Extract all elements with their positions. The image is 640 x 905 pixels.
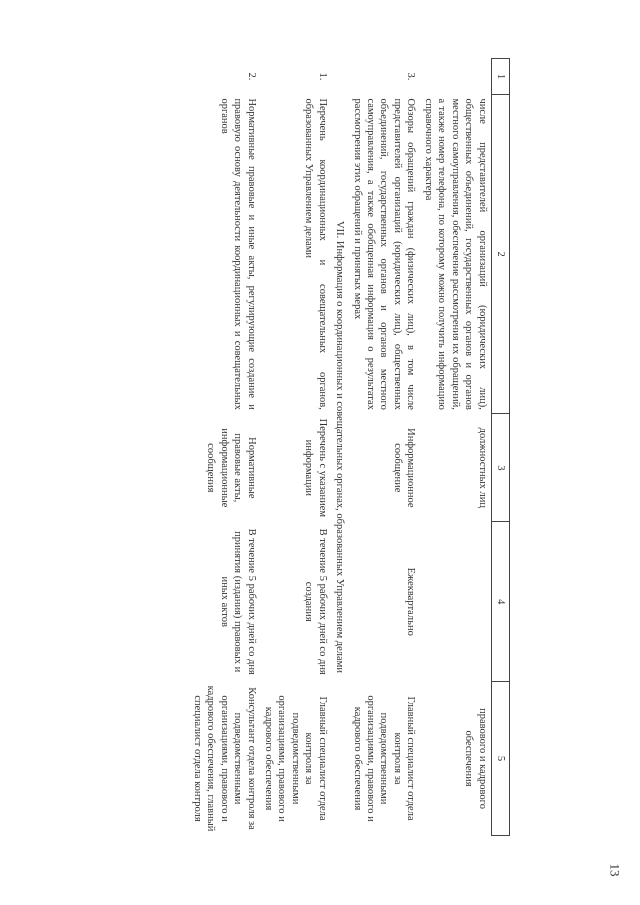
section-row <box>331 59 348 836</box>
row-responsible: Консультант отдела контроля за подведомственными организациями, правового и кадрового обеспечения, главный специалист отдела контроля <box>191 685 257 832</box>
table-row <box>188 59 259 836</box>
column-number-2: 2 <box>491 94 509 413</box>
row-responsible: Главный специалист отдела контроля за подведомственными организациями, правового и кадрового обеспечения <box>351 695 417 822</box>
column-number-3: 3 <box>491 414 509 522</box>
page-number: 13 <box>607 863 623 877</box>
row-responsible: Главный специалист отдела контроля за подведомственными организациями, правового и кадрового обеспечения <box>263 695 328 822</box>
row-form: Информационное сообщение <box>391 428 417 508</box>
row-number: 3. <box>405 72 417 81</box>
column-number-4: 4 <box>491 522 509 682</box>
row-text: Нормативные правовые и иные акты, регулирующие создание и правовую основу деятельности координационных и совещательных органов <box>218 98 257 410</box>
table-row <box>419 59 491 836</box>
row-form: Нормативные правовые акты, информационные сообщения <box>205 428 257 508</box>
row-form: Перечень с указанием информации <box>303 418 328 517</box>
row-period <box>419 522 491 682</box>
row-text: Перечень координационных и совещательных органов, образованных Управлением делами <box>303 98 328 410</box>
row-period: Ежеквартально <box>405 567 417 636</box>
row-number: 1. <box>316 72 328 81</box>
row-number: 2. <box>245 72 257 81</box>
column-numbers-row <box>491 59 509 836</box>
document-table <box>188 58 510 836</box>
section-title: VII. Информация о координационных и совещательных органах, образованных Управлением делами <box>334 221 346 673</box>
row-period: В течение 5 рабочих дней со дня принятия (издания) правовых и иных актов <box>218 528 257 675</box>
column-number-1: 1 <box>491 59 509 95</box>
table-row <box>348 59 419 836</box>
row-period: В течение 5 рабочих дней со дня создания <box>303 528 328 675</box>
row-text: числе представителей организаций (юридических лиц), общественных объединений, государственных органов и органов местного самоуправления, обеспечение рассмотрения их обращений, а также номер телефона, по которому можно получить информацию справочного характера <box>422 98 488 410</box>
row-number <box>419 59 491 95</box>
row-form: должностных лиц <box>476 427 488 508</box>
row-responsible: правового и кадрового обеспечения <box>463 708 488 809</box>
column-number-5: 5 <box>491 682 509 836</box>
row-text: Обзоры обращений граждан (физических лиц), в том числе представителей организаций (юридических лиц), общественных объединений, государственных органов и органов местного самоуправления, а также обобщенная информация о результатах рассмотрения этих обращений и принятых мерах <box>351 98 417 410</box>
table-row <box>260 59 331 836</box>
